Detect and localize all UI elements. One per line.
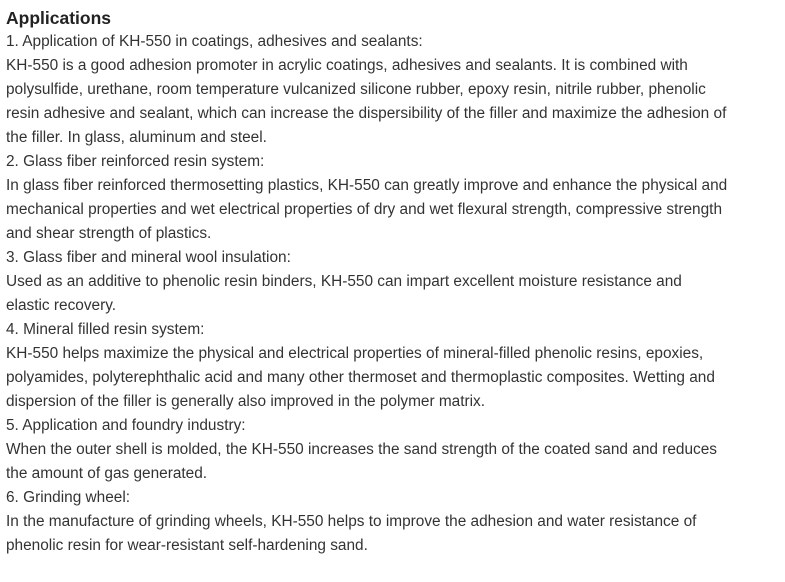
item-4-text-line: polyamides, polyterephthalic acid and many other thermoset and thermoplastic composites. Wetting and <box>6 369 715 386</box>
item-4-title: 4. Mineral filled resin system: <box>6 321 205 338</box>
item-6-text-line: phenolic resin for wear-resistant self-hardening sand. <box>6 537 368 554</box>
item-5-title: 5. Application and foundry industry: <box>6 417 246 434</box>
item-5-text-line: the amount of gas generated. <box>6 465 208 482</box>
item-1-text-line: resin adhesive and sealant, which can increase the dispersibility of the filler and maximize the adhesion of <box>6 105 727 122</box>
item-6-text-line: In the manufacture of grinding wheels, KH-550 helps to improve the adhesion and water resistance of <box>6 513 697 530</box>
section-heading: Applications <box>6 8 112 28</box>
item-2-text-line: In glass fiber reinforced thermosetting plastics, KH-550 can greatly improve and enhance the physical and <box>6 177 728 194</box>
item-2-title: 2. Glass fiber reinforced resin system: <box>6 153 265 170</box>
item-6-title: 6. Grinding wheel: <box>6 489 131 506</box>
item-1-text-line: the filler. In glass, aluminum and steel. <box>6 129 267 146</box>
item-4-text-line: dispersion of the filler is generally also improved in the polymer matrix. <box>6 393 486 410</box>
item-3-title: 3. Glass fiber and mineral wool insulation: <box>6 249 291 266</box>
item-1-text-line: KH-550 is a good adhesion promoter in acrylic coatings, adhesives and sealants. It is combined with <box>6 57 688 74</box>
item-5-text-line: When the outer shell is molded, the KH-550 increases the sand strength of the coated sand and reduces <box>6 441 717 458</box>
item-2-text-line: mechanical properties and wet electrical properties of dry and wet flexural strength, compressive strength <box>6 201 723 218</box>
item-1-title: 1. Application of KH-550 in coatings, adhesives and sealants: <box>6 33 423 50</box>
item-4-text-line: KH-550 helps maximize the physical and electrical properties of mineral-filled phenolic resins, epoxies, <box>6 345 704 362</box>
item-3-text-line: elastic recovery. <box>6 297 117 314</box>
item-1-text-line: polysulfide, urethane, room temperature vulcanized silicone rubber, epoxy resin, nitrile rubber, phenolic <box>6 81 706 98</box>
item-2-text-line: and shear strength of plastics. <box>6 225 212 242</box>
item-3-text-line: Used as an additive to phenolic resin binders, KH-550 can impart excellent moisture resistance and <box>6 273 682 290</box>
